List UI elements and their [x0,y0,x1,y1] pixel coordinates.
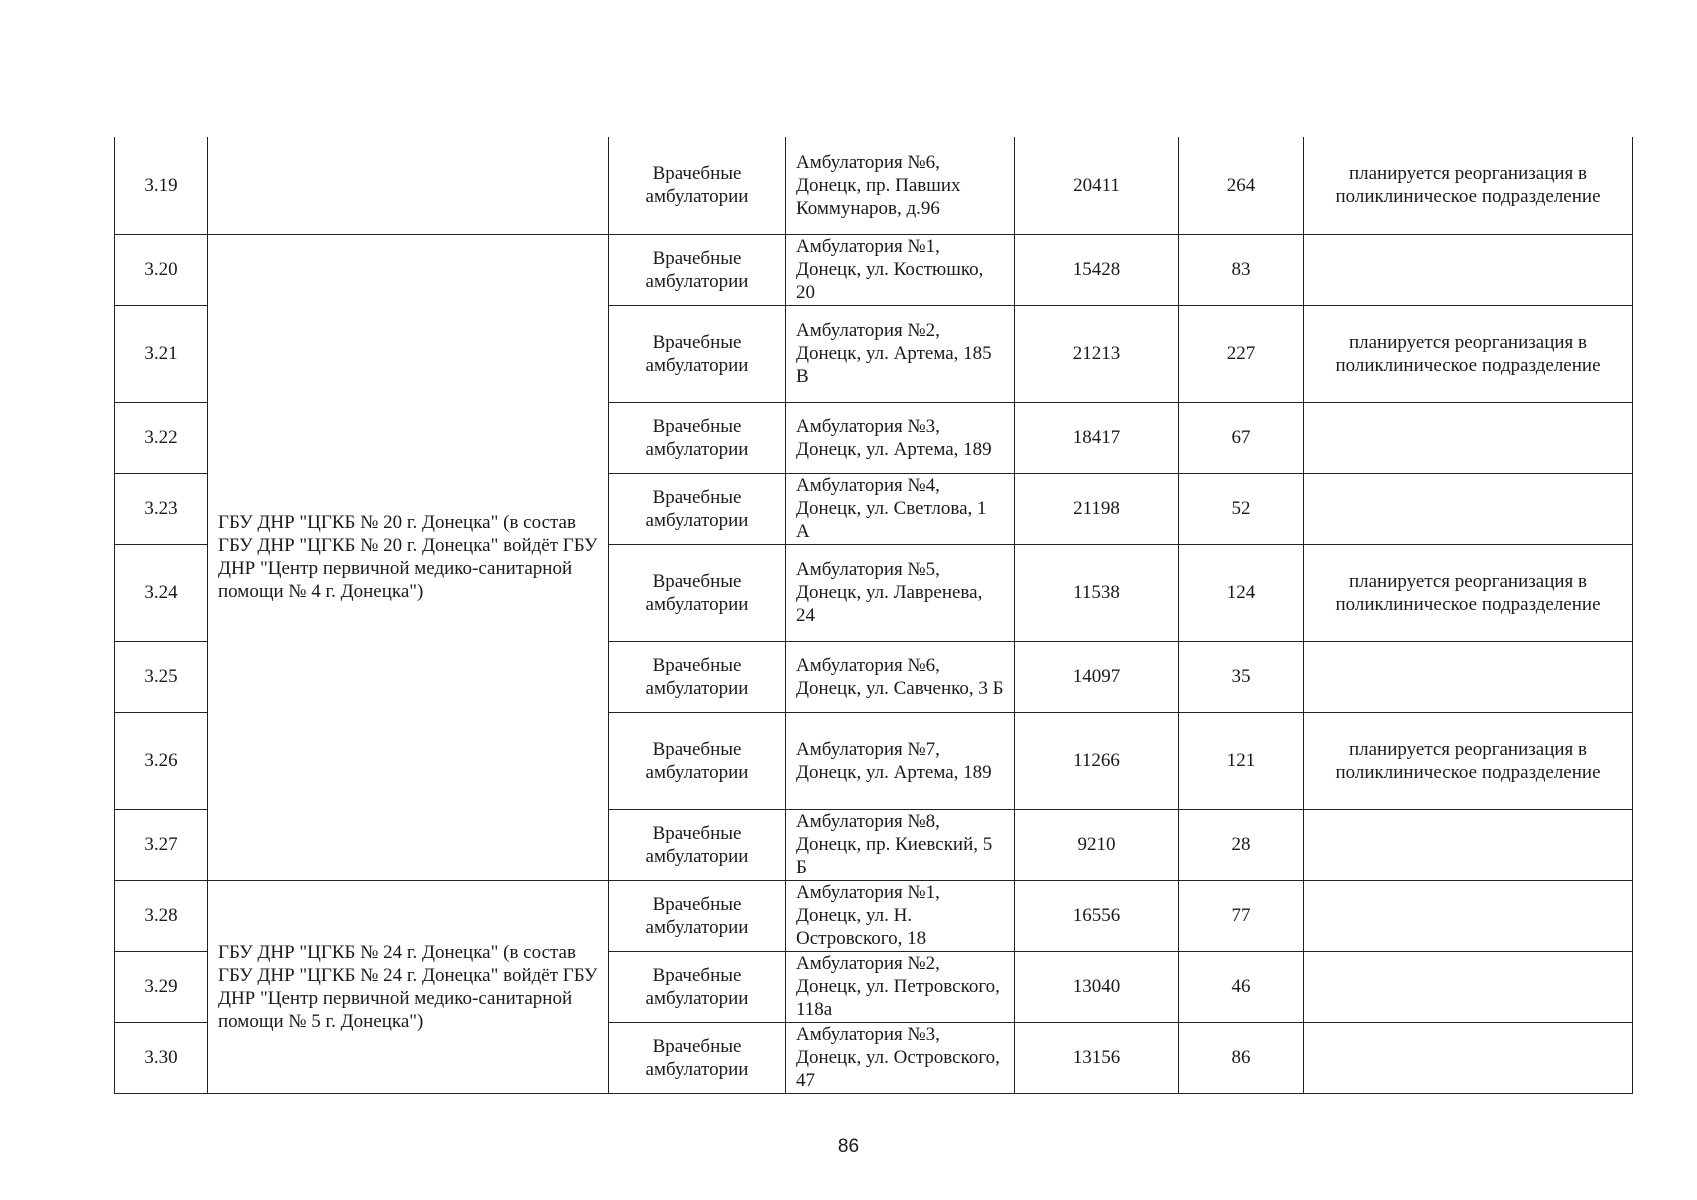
value-col6: 86 [1179,1022,1304,1093]
facility-address: Амбулатория №6, Донецк, пр. Павших Коммунаров, д.96 [786,137,1015,234]
value-col5: 15428 [1015,234,1179,305]
table-row [115,880,1633,951]
facility-address: Амбулатория №6, Донецк, ул. Савченко, 3 Б [786,641,1015,712]
facility-address: Амбулатория №4, Донецк, ул. Светлова, 1 А [786,473,1015,544]
facilities-table [114,137,1633,1094]
facility-type: Врачебные амбулатории [609,473,786,544]
organization-cell: ГБУ ДНР "ЦГКБ № 20 г. Донецка" (в состав ГБУ ДНР "ЦГКБ № 20 г. Донецка" войдёт ГБУ ДНР "Центр первичной медико-санитарной помощи № 4 г. Донецка") [208,234,609,880]
value-col5: 14097 [1015,641,1179,712]
facility-address: Амбулатория №1, Донецк, ул. Н. Островского, 18 [786,880,1015,951]
table-row [115,234,1633,305]
value-col5: 21213 [1015,305,1179,402]
row-number: 3.27 [115,809,208,880]
note-cell [1304,402,1633,473]
facility-type: Врачебные амбулатории [609,234,786,305]
note-cell [1304,951,1633,1022]
facility-address: Амбулатория №7, Донецк, ул. Артема, 189 [786,712,1015,809]
facility-address: Амбулатория №2, Донецк, ул. Петровского, 118а [786,951,1015,1022]
facility-address: Амбулатория №3, Донецк, ул. Островского, 47 [786,1022,1015,1093]
value-col6: 264 [1179,137,1304,234]
facility-type: Врачебные амбулатории [609,880,786,951]
table-row [115,137,1633,234]
value-col6: 67 [1179,402,1304,473]
facility-address: Амбулатория №5, Донецк, ул. Лавренева, 24 [786,544,1015,641]
facility-address: Амбулатория №3, Донецк, ул. Артема, 189 [786,402,1015,473]
note-cell: планируется реорганизация в поликлиническое подразделение [1304,305,1633,402]
row-number: 3.28 [115,880,208,951]
value-col5: 20411 [1015,137,1179,234]
note-cell [1304,473,1633,544]
facility-type: Врачебные амбулатории [609,641,786,712]
row-number: 3.29 [115,951,208,1022]
value-col6: 227 [1179,305,1304,402]
row-number: 3.30 [115,1022,208,1093]
value-col5: 13040 [1015,951,1179,1022]
value-col5: 11266 [1015,712,1179,809]
note-cell [1304,880,1633,951]
row-number: 3.22 [115,402,208,473]
note-cell [1304,234,1633,305]
note-cell: планируется реорганизация в поликлиническое подразделение [1304,544,1633,641]
facility-address: Амбулатория №8, Донецк, пр. Киевский, 5 Б [786,809,1015,880]
note-cell: планируется реорганизация в поликлиническое подразделение [1304,137,1633,234]
note-cell: планируется реорганизация в поликлиническое подразделение [1304,712,1633,809]
value-col5: 18417 [1015,402,1179,473]
row-number: 3.20 [115,234,208,305]
facility-type: Врачебные амбулатории [609,305,786,402]
row-number: 3.25 [115,641,208,712]
row-number: 3.24 [115,544,208,641]
note-cell [1304,1022,1633,1093]
note-cell [1304,641,1633,712]
value-col5: 13156 [1015,1022,1179,1093]
organization-cell-empty [208,137,609,234]
facility-type: Врачебные амбулатории [609,137,786,234]
value-col5: 11538 [1015,544,1179,641]
facility-address: Амбулатория №1, Донецк, ул. Костюшко, 20 [786,234,1015,305]
facility-type: Врачебные амбулатории [609,544,786,641]
row-number: 3.21 [115,305,208,402]
facility-type: Врачебные амбулатории [609,1022,786,1093]
facility-type: Врачебные амбулатории [609,951,786,1022]
row-number: 3.19 [115,137,208,234]
organization-cell: ГБУ ДНР "ЦГКБ № 24 г. Донецка" (в состав ГБУ ДНР "ЦГКБ № 24 г. Донецка" войдёт ГБУ ДНР "Центр первичной медико-санитарной помощи № 5 г. Донецка") [208,880,609,1093]
facility-type: Врачебные амбулатории [609,809,786,880]
value-col6: 124 [1179,544,1304,641]
value-col6: 77 [1179,880,1304,951]
value-col5: 16556 [1015,880,1179,951]
facility-address: Амбулатория №2, Донецк, ул. Артема, 185 В [786,305,1015,402]
value-col6: 35 [1179,641,1304,712]
row-number: 3.26 [115,712,208,809]
value-col6: 83 [1179,234,1304,305]
value-col6: 121 [1179,712,1304,809]
value-col5: 21198 [1015,473,1179,544]
row-number: 3.23 [115,473,208,544]
value-col6: 46 [1179,951,1304,1022]
value-col5: 9210 [1015,809,1179,880]
page-number: 86 [837,1136,860,1157]
facility-type: Врачебные амбулатории [609,712,786,809]
value-col6: 28 [1179,809,1304,880]
value-col6: 52 [1179,473,1304,544]
note-cell [1304,809,1633,880]
facility-type: Врачебные амбулатории [609,402,786,473]
